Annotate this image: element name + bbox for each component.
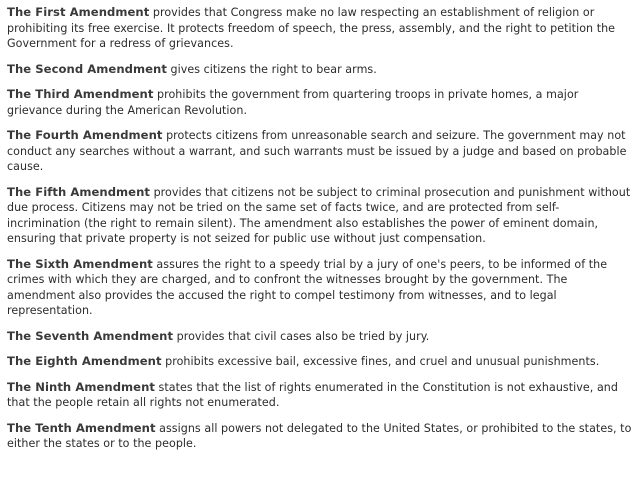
amendments-list <box>7 5 632 462</box>
amendment-description: protects citizens from unreasonable search and seizure. The government may not conduct any searches without a warrant, and such warrants must be issued by a judge and based on probable cause. <box>7 129 627 173</box>
amendment-term: The Fourth Amendment <box>7 128 163 142</box>
amendment-description: gives citizens the right to bear arms. <box>166 62 377 76</box>
amendment-paragraph-seventh <box>7 329 632 345</box>
amendment-description: provides that civil cases also be tried by jury. <box>173 329 430 343</box>
amendment-term: The Fifth Amendment <box>7 184 150 199</box>
amendment-description: provides that citizens not be subject to criminal prosecution and punishment without due process. Citizens may not be tried on the same set of facts twice, and are protected from self-incrimination (the right to remain silent). The amendment also establishes the power of eminent domain, ensuring that private property is not seized for public use without just compensation. <box>7 185 631 245</box>
amendment-description: provides that Congress make no law respecting an establishment of religion or prohibiting its free exercise. It protects freedom of speech, the press, assembly, and the right to petition the Government for a redress of grievances. <box>7 6 616 50</box>
amendment-paragraph-first <box>7 5 632 52</box>
amendment-paragraph-ninth <box>7 380 632 411</box>
amendment-description: prohibits excessive bail, excessive fines, and cruel and unusual punishments. <box>161 355 600 368</box>
amendment-paragraph-sixth <box>7 257 632 319</box>
amendment-term: The Eighth Amendment <box>7 354 162 368</box>
amendment-term: The Third Amendment <box>7 87 154 101</box>
amendment-description: assures the right to a speedy trial by a jury of one's peers, to be informed of the crimes with which they are charged, and to confront the witnesses brought by the government. The amendment also provides the accused the right to compel testimony from witnesses, and to legal representation. <box>7 257 608 317</box>
amendment-paragraph-third <box>7 87 632 118</box>
amendment-term: The Tenth Amendment <box>7 420 156 435</box>
amendment-description: assigns all powers not delegated to the United States, or prohibited to the states, to either the states or to the people. <box>7 421 632 450</box>
amendment-term: The Ninth Amendment <box>7 379 155 394</box>
amendment-paragraph-fifth <box>7 185 632 247</box>
amendment-term: The Second Amendment <box>7 61 167 76</box>
amendment-description: prohibits the government from quartering troops in private homes, a major grievance during the American Revolution. <box>7 88 579 117</box>
amendment-term: The Seventh Amendment <box>7 328 174 343</box>
amendment-paragraph-fourth <box>7 128 632 175</box>
amendment-paragraph-eighth <box>7 354 632 370</box>
amendment-term: The Sixth Amendment <box>7 256 153 271</box>
amendment-paragraph-second <box>7 62 632 78</box>
amendment-paragraph-tenth <box>7 421 632 452</box>
amendment-term: The First Amendment <box>7 5 150 19</box>
amendment-description: states that the list of rights enumerated in the Constitution is not exhaustive, and that the people retain all rights not enumerated. <box>7 380 618 409</box>
